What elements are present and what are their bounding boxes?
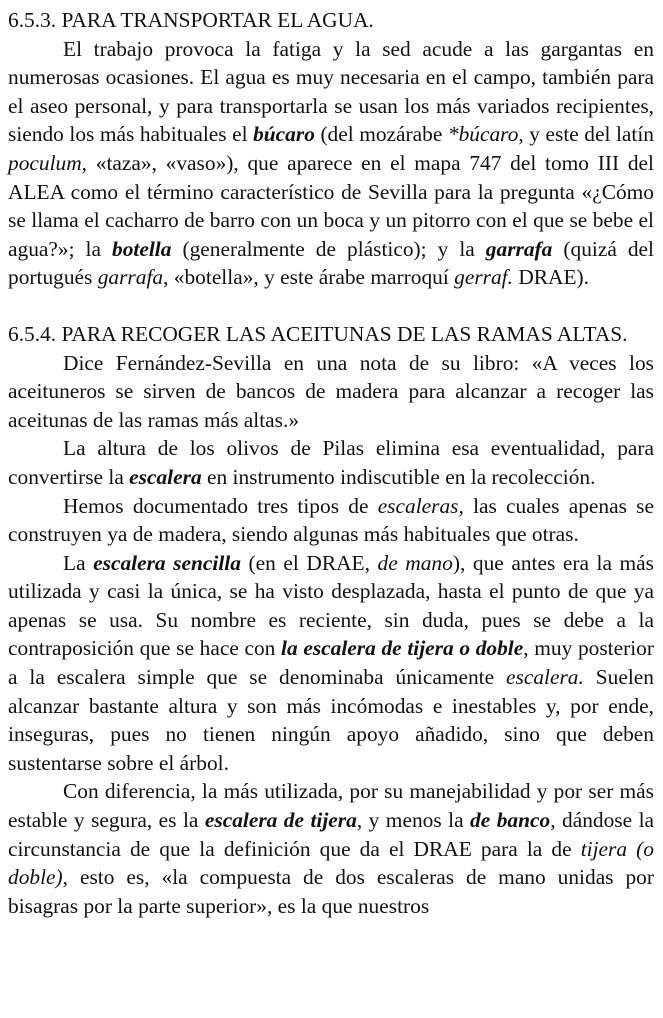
text-run: Suelen alcanzar bastante altura y son más incómodas e inestables y, por ende, inseguras, pues no tienen ningún apoyo añadido, sino que deben sustentarse sobre el árbol. [8, 665, 654, 775]
text-run: , y menos la [356, 808, 471, 833]
paragraph-fernandez-sevilla [8, 349, 654, 435]
text-run: , «taza», «vaso»), que aparece en el mapa 747 del tomo III del ALEA como el término característico de Sevilla para la pregunta «¿Cómo se llama el cacharro de barro con un boca y un pitorro con el que se bebe el agua?»; la [8, 150, 654, 261]
text-run: (generalmente de plástico); y la [171, 236, 486, 261]
term-escalera-simple: escalera. [506, 665, 584, 690]
term-de-mano: de mano [377, 550, 453, 575]
paragraph-tipos-escaleras [8, 492, 654, 549]
paragraph-altura-olivos [8, 434, 654, 491]
paragraph-escalera-tijera [8, 777, 654, 920]
etymon-bucaro: *búcaro [447, 122, 519, 147]
text-run: , dándose la circunstancia de que la definición que da el DRAE para la de [8, 808, 655, 861]
section-heading-6-5-3: 6.5.3. PARA TRANSPORTAR EL AGUA. [8, 8, 374, 32]
paragraph-agua [8, 35, 654, 292]
text-run: Con diferencia, la más utilizada, por su manejabilidad y por ser más estable y segura, es la [8, 779, 654, 833]
text-run: (del mozárabe [314, 122, 448, 147]
etymon-gerraf: gerraf. [454, 265, 513, 290]
etymon-poculum: poculum [8, 150, 82, 175]
text-run: , muy posterior a la escalera simple que se denominaba únicamente [8, 636, 655, 690]
term-escaleras: escaleras, [377, 493, 464, 518]
paragraph-escalera-sencilla [8, 549, 654, 778]
etymon-garrafa: garrafa [97, 265, 164, 290]
section-heading-6-5-4: 6.5.4. PARA RECOGER LAS ACEITUNAS DE LAS RAMAS ALTAS. [8, 321, 628, 346]
text-run: , «botella», y este árabe marroquí [163, 265, 455, 290]
term-escalera-de-tijera-o-doble: la escalera de tijera o doble [281, 636, 524, 661]
term-botella: botella [112, 236, 172, 261]
text-run: La [63, 550, 94, 575]
text-run: ), que antes era la más utilizada y casi la única, se ha visto desplazada, hasta el punto de que ya apenas se usa. Su nombre es reciente, sin duda, pues se debe a la contraposición que se hace con [8, 550, 654, 661]
document-page [8, 6, 654, 920]
text-run: , esto es, «la compuesta de dos escaleras de mano unidas por bisagras por la parte superior», es la que nuestros [8, 865, 654, 918]
term-escalera-sencilla: escalera sencilla [93, 550, 241, 575]
term-escalera-de-tijera: escalera de tijera [204, 808, 357, 833]
text-run: , y este del latín [518, 122, 654, 147]
term-tijera-o-doble: tijera (o doble) [8, 836, 654, 890]
term-garrafa: garrafa [485, 236, 553, 261]
text-run: La altura de los olivos de Pilas elimina esa eventualidad, para convertirse la [8, 436, 654, 489]
text-run: Dice Fernández-Sevilla en una nota de su libro: «A veces los aceituneros se sirven de bancos de madera para alcanzar a recoger las aceitunas de las ramas más altas.» [8, 350, 654, 432]
text-run: (en el DRAE, [240, 550, 378, 575]
text-run: Hemos documentado tres tipos de [63, 493, 378, 518]
text-run: DRAE). [512, 265, 590, 290]
term-de-banco: de banco [470, 808, 551, 833]
section-gap [8, 292, 654, 320]
text-run: El trabajo provoca la fatiga y la sed acude a las gargantas en numerosas ocasiones. El agua es muy necesaria en el campo, también para el aseo personal, y para transportarla se usan los más variados recipientes, siendo los más habituales el [8, 36, 654, 147]
text-run: (quizá del portugués [8, 236, 654, 290]
term-escalera: escalera [129, 464, 202, 489]
term-bucaro: búcaro [253, 122, 315, 147]
text-run: las cuales apenas se construyen ya de madera, siendo algunas más habituales que otras. [8, 493, 654, 547]
text-run: en instrumento indiscutible en la recolección. [201, 464, 596, 489]
